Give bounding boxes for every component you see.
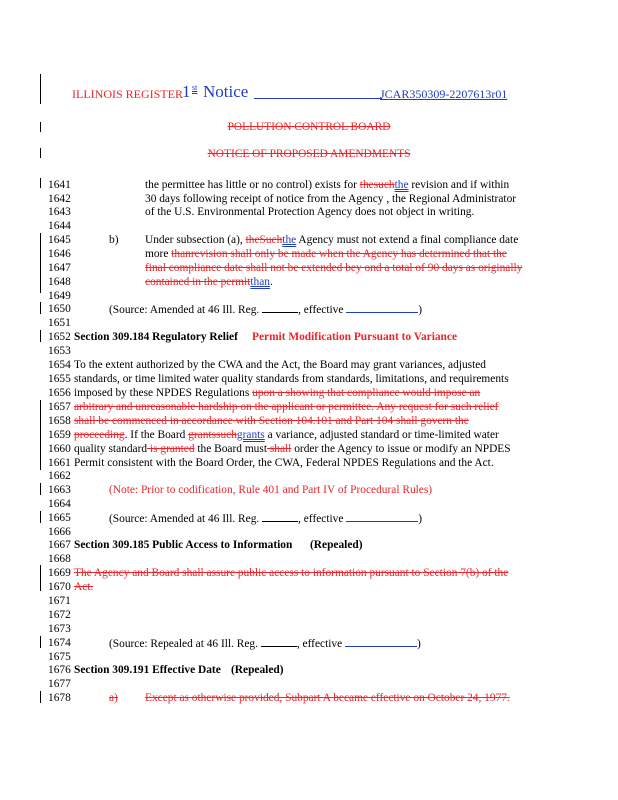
- line-text: (Source: Amended at 46 Ill. Reg. , effective ): [109, 304, 423, 316]
- line-text: contained in the permitthan.: [145, 276, 273, 288]
- line-text: Under subsection (a), theSuchthe Agency must not extend a final compliance date: [145, 234, 519, 246]
- line-number: 1677: [48, 678, 71, 690]
- section-heading: Section 309.184 Regulatory Relief: [74, 331, 238, 343]
- line-number: 1670: [48, 581, 71, 593]
- line-1648: [48, 275, 588, 289]
- line-text: arbitrary and unreasonable hardship on the applicant or permittee. Any request for such relief: [74, 401, 499, 413]
- change-bar: [40, 565, 41, 591]
- line-text: Permit consistent with the Board Order, the CWA, Federal NPDES Regulations and the Act.: [74, 457, 494, 469]
- blank-field: [345, 636, 417, 647]
- line-number: 1646: [48, 248, 71, 260]
- line-number: 1650: [48, 303, 71, 315]
- register-number: 1: [182, 82, 191, 101]
- line-number: 1660: [48, 443, 71, 455]
- line-1674: [48, 636, 588, 650]
- line-number: 1665: [48, 512, 71, 524]
- line-number: 1655: [48, 373, 71, 385]
- blank-field: [262, 511, 298, 522]
- line-text: To the extent authorized by the CWA and the Act, the Board may grant variances, adjusted: [74, 359, 486, 371]
- change-bar: [40, 400, 41, 470]
- change-bar: [40, 178, 41, 188]
- register-superscript: st: [192, 83, 198, 92]
- line-1671: [48, 594, 588, 608]
- line-text: quality standard is granted the Board must shall order the Agency to issue or modify an NPDES: [74, 443, 511, 455]
- line-text: Act.: [74, 581, 94, 593]
- line-1649: [48, 289, 588, 303]
- line-1669: [48, 566, 588, 580]
- line-text: final compliance date shall not be extended bey ond a total of 90 days as originally: [145, 262, 523, 274]
- blank-field: [261, 636, 297, 647]
- line-text: the permittee has little or no control) exists for thesuchthe revision and if within: [145, 179, 510, 191]
- board-title: POLLUTION CONTROL BOARD: [227, 121, 391, 133]
- line-1641: [48, 178, 588, 192]
- line-number: 1643: [48, 206, 71, 218]
- line-1643: [48, 205, 588, 219]
- line-number: 1662: [48, 470, 71, 482]
- line-1663: [48, 483, 588, 497]
- line-1655: [48, 372, 588, 386]
- change-bar: [40, 330, 41, 342]
- line-1676: [48, 663, 588, 677]
- line-number: 1658: [48, 415, 71, 427]
- line-number: 1654: [48, 359, 71, 371]
- line-1664: [48, 497, 588, 511]
- line-text: 30 days following receipt of notice from the Agency , the Regional Administrator: [145, 193, 517, 205]
- line-1646: [48, 247, 588, 261]
- line-text: imposed by these NPDES Regulations upon a showing that compliance would impose an: [74, 387, 481, 399]
- line-1667: [48, 538, 588, 552]
- line-number: 1678: [48, 692, 71, 704]
- change-bar: [40, 636, 41, 648]
- line-text: (Note: Prior to codification, Rule 401 and Part IV of Procedural Rules): [109, 484, 433, 496]
- line-1665: [48, 511, 588, 525]
- line-1670: [48, 580, 588, 594]
- line-number: 1657: [48, 401, 71, 413]
- line-text: more thanrevision shall only be made when the Agency has determined that the: [145, 248, 507, 260]
- notice-label: Notice: [203, 82, 249, 101]
- line-text: (Source: Repealed at 46 Ill. Reg. , effective ): [109, 638, 421, 650]
- line-1675: [48, 650, 588, 664]
- line-number: 1645: [48, 234, 71, 246]
- line-number: 1664: [48, 498, 71, 510]
- line-number: 1661: [48, 457, 71, 469]
- line-1653: [48, 344, 588, 358]
- line-1661: [48, 456, 588, 470]
- line-number: 1644: [48, 220, 71, 232]
- section-heading: Section 309.185 Public Access to Information: [74, 539, 293, 551]
- line-1662: [48, 469, 588, 483]
- blank-field: [262, 302, 298, 313]
- line-number: 1668: [48, 553, 71, 565]
- line-number: 1653: [48, 345, 71, 357]
- line-number: 1676: [48, 664, 71, 676]
- line-1659: [48, 428, 588, 442]
- line-text: shall be commenced in accordance with Section 104.101 and Part 104 shall govern the: [74, 415, 469, 427]
- line-number: 1671: [48, 595, 71, 607]
- line-number: 1666: [48, 526, 71, 538]
- line-1650: [48, 302, 588, 316]
- line-1651: [48, 316, 588, 330]
- doc-code: JCAR350309-2207613r01: [380, 87, 508, 101]
- line-number: 1675: [48, 651, 71, 663]
- register-header: [72, 84, 512, 104]
- line-number: 1673: [48, 623, 71, 635]
- section-heading-new: Permit Modification Pursuant to Variance: [252, 331, 458, 343]
- line-text: standards, or time limited water quality standards from standards, limitations, and requirements: [74, 373, 509, 385]
- line-text: Except as otherwise provided, Subpart A became effective on October 24, 1977.: [145, 692, 510, 704]
- line-text: (Source: Amended at 46 Ill. Reg. , effective ): [109, 513, 423, 525]
- line-1654: [48, 358, 588, 372]
- line-1660: [48, 442, 588, 456]
- line-1673: [48, 622, 588, 636]
- change-bar: [40, 511, 41, 523]
- line-number: 1667: [48, 539, 71, 551]
- line-1647: [48, 261, 588, 275]
- line-1644: [48, 219, 588, 233]
- line-number: 1672: [48, 609, 71, 621]
- line-1658: [48, 414, 588, 428]
- item-label: b): [109, 234, 119, 246]
- line-1677: [48, 677, 588, 691]
- line-text: proceeding. If the Board grantssuchgrants a variance, adjusted standard or time-limited water: [74, 429, 499, 441]
- register-label: ILLINOIS REGISTER: [72, 87, 183, 101]
- line-number: 1651: [48, 317, 71, 329]
- change-bar: [40, 483, 41, 495]
- line-number: 1648: [48, 276, 71, 288]
- line-1672: [48, 608, 588, 622]
- line-number: 1659: [48, 429, 71, 441]
- line-number: 1649: [48, 290, 71, 302]
- header-underline: [254, 98, 382, 99]
- blank-field: [346, 302, 418, 313]
- line-number: 1647: [48, 262, 71, 274]
- line-number: 1669: [48, 567, 71, 579]
- line-1666: [48, 525, 588, 539]
- line-number: 1652: [48, 331, 71, 343]
- notice-title: NOTICE OF PROPOSED AMENDMENTS: [207, 148, 411, 160]
- line-1642: [48, 192, 588, 206]
- change-bar: [40, 691, 41, 703]
- blank-field: [346, 511, 418, 522]
- line-number: 1663: [48, 484, 71, 496]
- line-1678: [48, 691, 588, 705]
- line-text: of the U.S. Environmental Protection Agency does not object in writing.: [145, 206, 475, 218]
- change-bar: [40, 302, 41, 314]
- line-number: 1641: [48, 179, 71, 191]
- line-1657: [48, 400, 588, 414]
- repealed-label: (Repealed): [310, 539, 363, 551]
- change-bar: [40, 74, 41, 104]
- line-1668: [48, 552, 588, 566]
- item-label: a): [109, 692, 118, 704]
- change-bar: [40, 233, 41, 293]
- line-number: 1656: [48, 387, 71, 399]
- line-1645: [48, 233, 588, 247]
- line-text: The Agency and Board shall assure public access to information pursuant to Section 7(b) of the: [74, 567, 509, 579]
- section-heading: Section 309.191 Effective Date: [74, 664, 221, 676]
- line-number: 1674: [48, 637, 71, 649]
- line-1656: [48, 386, 588, 400]
- line-1652: [48, 330, 588, 344]
- line-number: 1642: [48, 193, 71, 205]
- repealed-label: (Repealed): [231, 664, 284, 676]
